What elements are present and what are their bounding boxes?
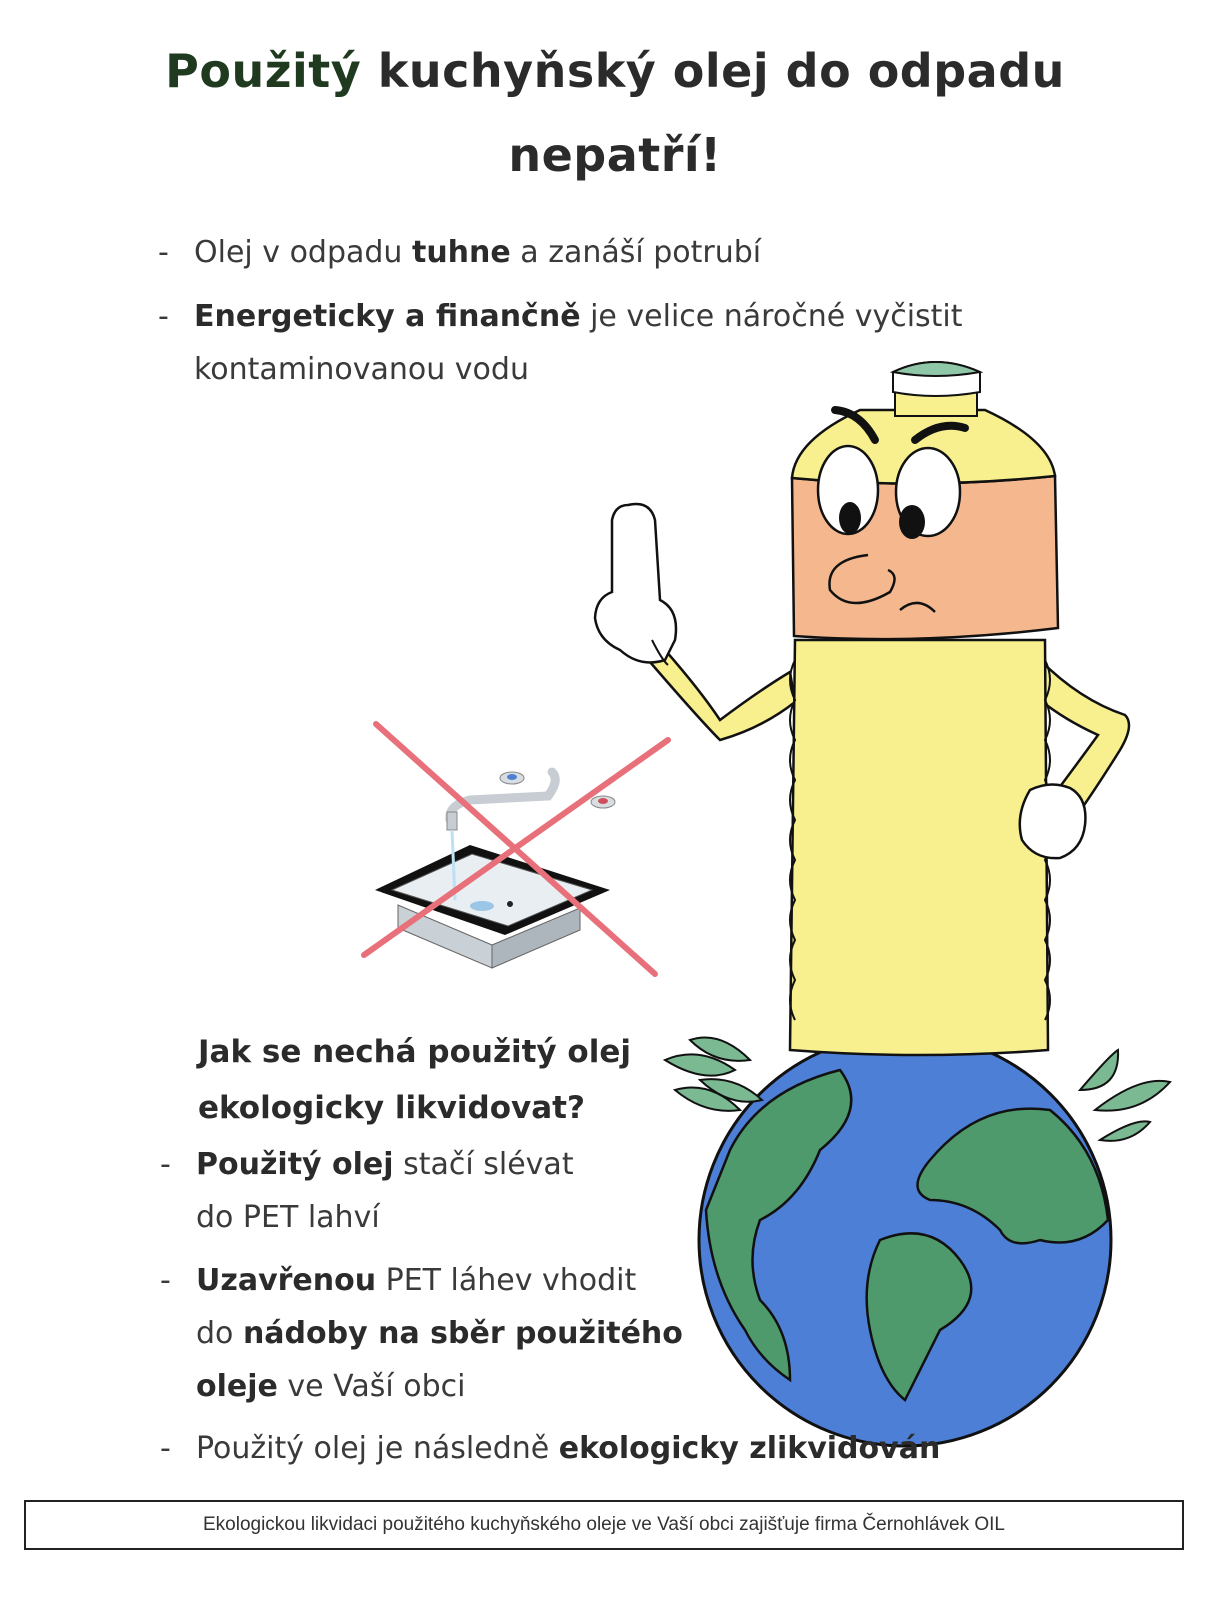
bullet-bold: oleje [196, 1369, 278, 1404]
footer-note [24, 1500, 1184, 1550]
bullet-bold: nádoby na sběr použitého [242, 1316, 683, 1351]
bullet-text: a zanáší potrubí [510, 235, 762, 270]
bullet-text: ve Vaší obci [277, 1369, 466, 1404]
title-first-word: Použitý [165, 44, 362, 98]
question-heading [198, 1024, 631, 1136]
bullet-bold: Uzavřenou [196, 1263, 377, 1298]
globe-icon [699, 1034, 1111, 1446]
bullet-text: PET láhev vhodit [376, 1263, 637, 1298]
bullet-dispose-bottle [160, 1254, 683, 1413]
bullet-dash: - [160, 1147, 171, 1182]
bottle-mascot-icon [595, 362, 1129, 1055]
bullet-text: Použitý olej je následně [196, 1431, 559, 1466]
bullet-text: Olej v odpadu [194, 235, 412, 270]
bullet-bold: Použitý olej [196, 1147, 394, 1182]
bullet-bold: Energeticky a finančně [194, 299, 581, 334]
bullet-dash: - [158, 235, 169, 270]
bullet-dash: - [160, 1263, 171, 1298]
bullet-text: kontaminovanou vodu [194, 352, 529, 387]
bullet-text: stačí slévat [393, 1147, 574, 1182]
bullet-text: do [196, 1316, 243, 1351]
bullet-bold: ekologicky zlikvidován [558, 1431, 941, 1466]
title-rest: kuchyňský olej do odpadu [361, 44, 1065, 98]
question-line-2: ekologicky likvidovat? [198, 1090, 585, 1126]
footer-text: Ekologickou likvidaci použitého kuchyňského oleje ve Vaší obci zajišťuje firma Černohlávek OIL [202, 1514, 1006, 1535]
question-line-1: Jak se nechá použitý olej [198, 1034, 632, 1070]
bullet-ecological-disposal [160, 1422, 941, 1475]
bullet-dash: - [160, 1431, 171, 1466]
bullet-pour-into-pet [160, 1138, 574, 1244]
bullet-text: do PET lahví [196, 1200, 380, 1235]
bullet-bold: tuhne [411, 235, 511, 270]
bullet-text: je velice náročné vyčistit [580, 299, 963, 334]
bullet-dash: - [158, 299, 169, 334]
page-title-line-2: nepatří! [508, 128, 722, 182]
